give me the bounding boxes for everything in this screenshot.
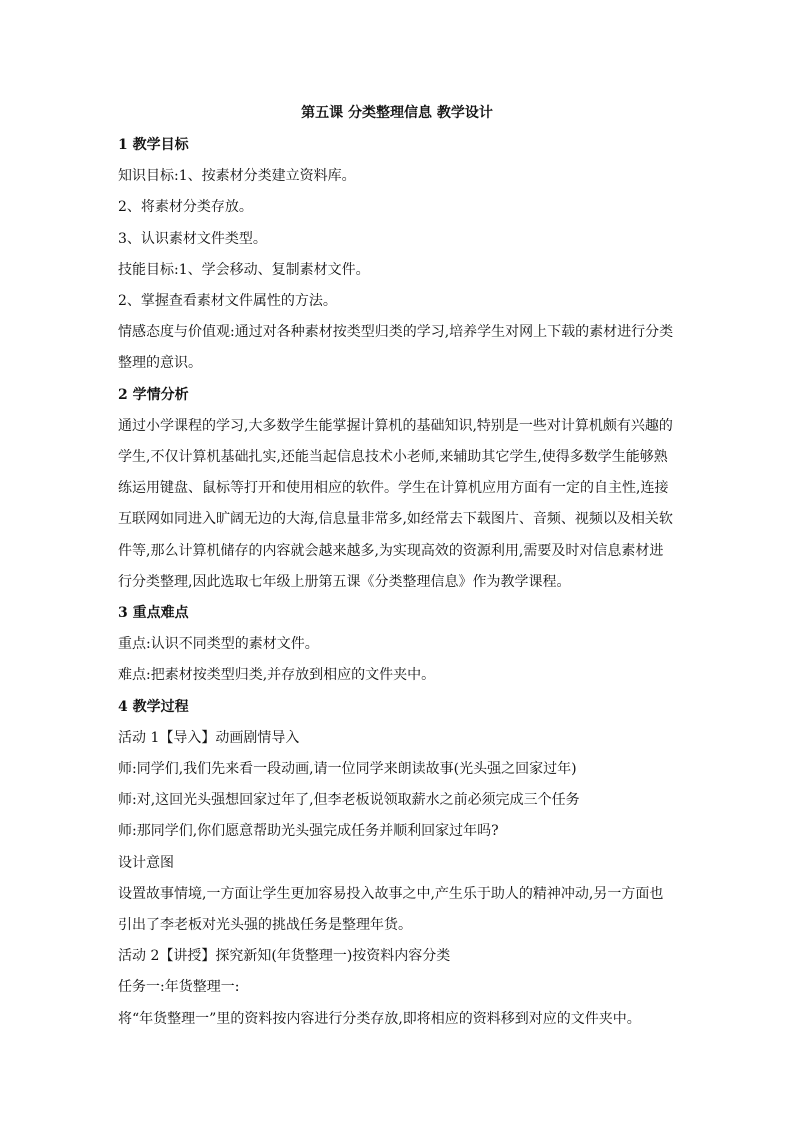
text-line: 师:对,这回光头强想回家过年了,但李老板说领取薪水之前必须完成三个任务 bbox=[118, 792, 580, 808]
text-line: 知识目标:1、按素材分类建立资料库。 bbox=[118, 168, 356, 184]
text-line: 活动 1【导入】动画剧情导入 bbox=[118, 730, 300, 746]
text-line: 设置故事情境,一方面让学生更加容易投入故事之中,产生乐于助人的精神冲动,另一方面也 bbox=[118, 886, 664, 902]
text-line: 2、将素材分类存放。 bbox=[118, 199, 253, 215]
text-line: 练运用键盘、鼠标等打开和使用相应的软件。学生在计算机应用方面有一定的自主性,连接 bbox=[118, 480, 669, 496]
section-heading: 4 教学过程 bbox=[118, 699, 189, 715]
section-heading: 3 重点难点 bbox=[118, 605, 189, 621]
text-line: 通过小学课程的学习,大多数学生能掌握计算机的基础知识,特别是一些对计算机颇有兴趣的 bbox=[118, 418, 673, 434]
text-line: 情感态度与价值观:通过对各种素材按类型归类的学习,培养学生对网上下载的素材进行分类 bbox=[118, 324, 674, 340]
document-title: 第五课 分类整理信息 教学设计 bbox=[301, 105, 493, 121]
section-heading: 2 学情分析 bbox=[118, 387, 189, 403]
text-line: 引出了李老板对光头强的挑战任务是整理年货。 bbox=[118, 917, 412, 933]
text-line: 整理的意识。 bbox=[118, 355, 202, 371]
text-line: 重点:认识不同类型的素材文件。 bbox=[118, 636, 319, 652]
text-line: 师:那同学们,你们愿意帮助光头强完成任务并顺利回家过年吗? bbox=[118, 823, 499, 839]
text-line: 互联网如同进入旷阔无边的大海,信息量非常多,如经常去下载图片、音频、视频以及相关软 bbox=[118, 511, 673, 527]
text-line: 件等,那么计算机储存的内容就会越来越多,为实现高效的资源利用,需要及时对信息素材进 bbox=[118, 543, 664, 559]
text-line: 难点:把素材按类型归类,并存放到相应的文件夹中。 bbox=[118, 667, 436, 683]
text-line: 设计意图 bbox=[118, 855, 174, 871]
text-line: 活动 2【讲授】探究新知(年货整理一)按资料内容分类 bbox=[118, 948, 451, 964]
text-line: 行分类整理,因此选取七年级上册第五课《分类整理信息》作为教学课程。 bbox=[118, 574, 571, 590]
section-heading: 1 教学目标 bbox=[118, 137, 189, 153]
text-line: 学生,不仅计算机基础扎实,还能当起信息技术小老师,来辅助其它学生,使得多数学生能够熟 bbox=[118, 449, 668, 465]
text-line: 2、掌握查看素材文件属性的方法。 bbox=[118, 293, 337, 309]
text-line: 技能目标:1、学会移动、复制素材文件。 bbox=[118, 262, 370, 278]
text-line: 师:同学们,我们先来看一段动画,请一位同学来朗读故事(光头强之回家过年) bbox=[118, 761, 577, 777]
text-line: 将“年货整理一”里的资料按内容进行分类存放,即将相应的资料移到对应的文件夹中。 bbox=[118, 1011, 641, 1027]
text-line: 3、认识素材文件类型。 bbox=[118, 231, 267, 247]
text-line: 任务一:年货整理一: bbox=[118, 979, 240, 995]
